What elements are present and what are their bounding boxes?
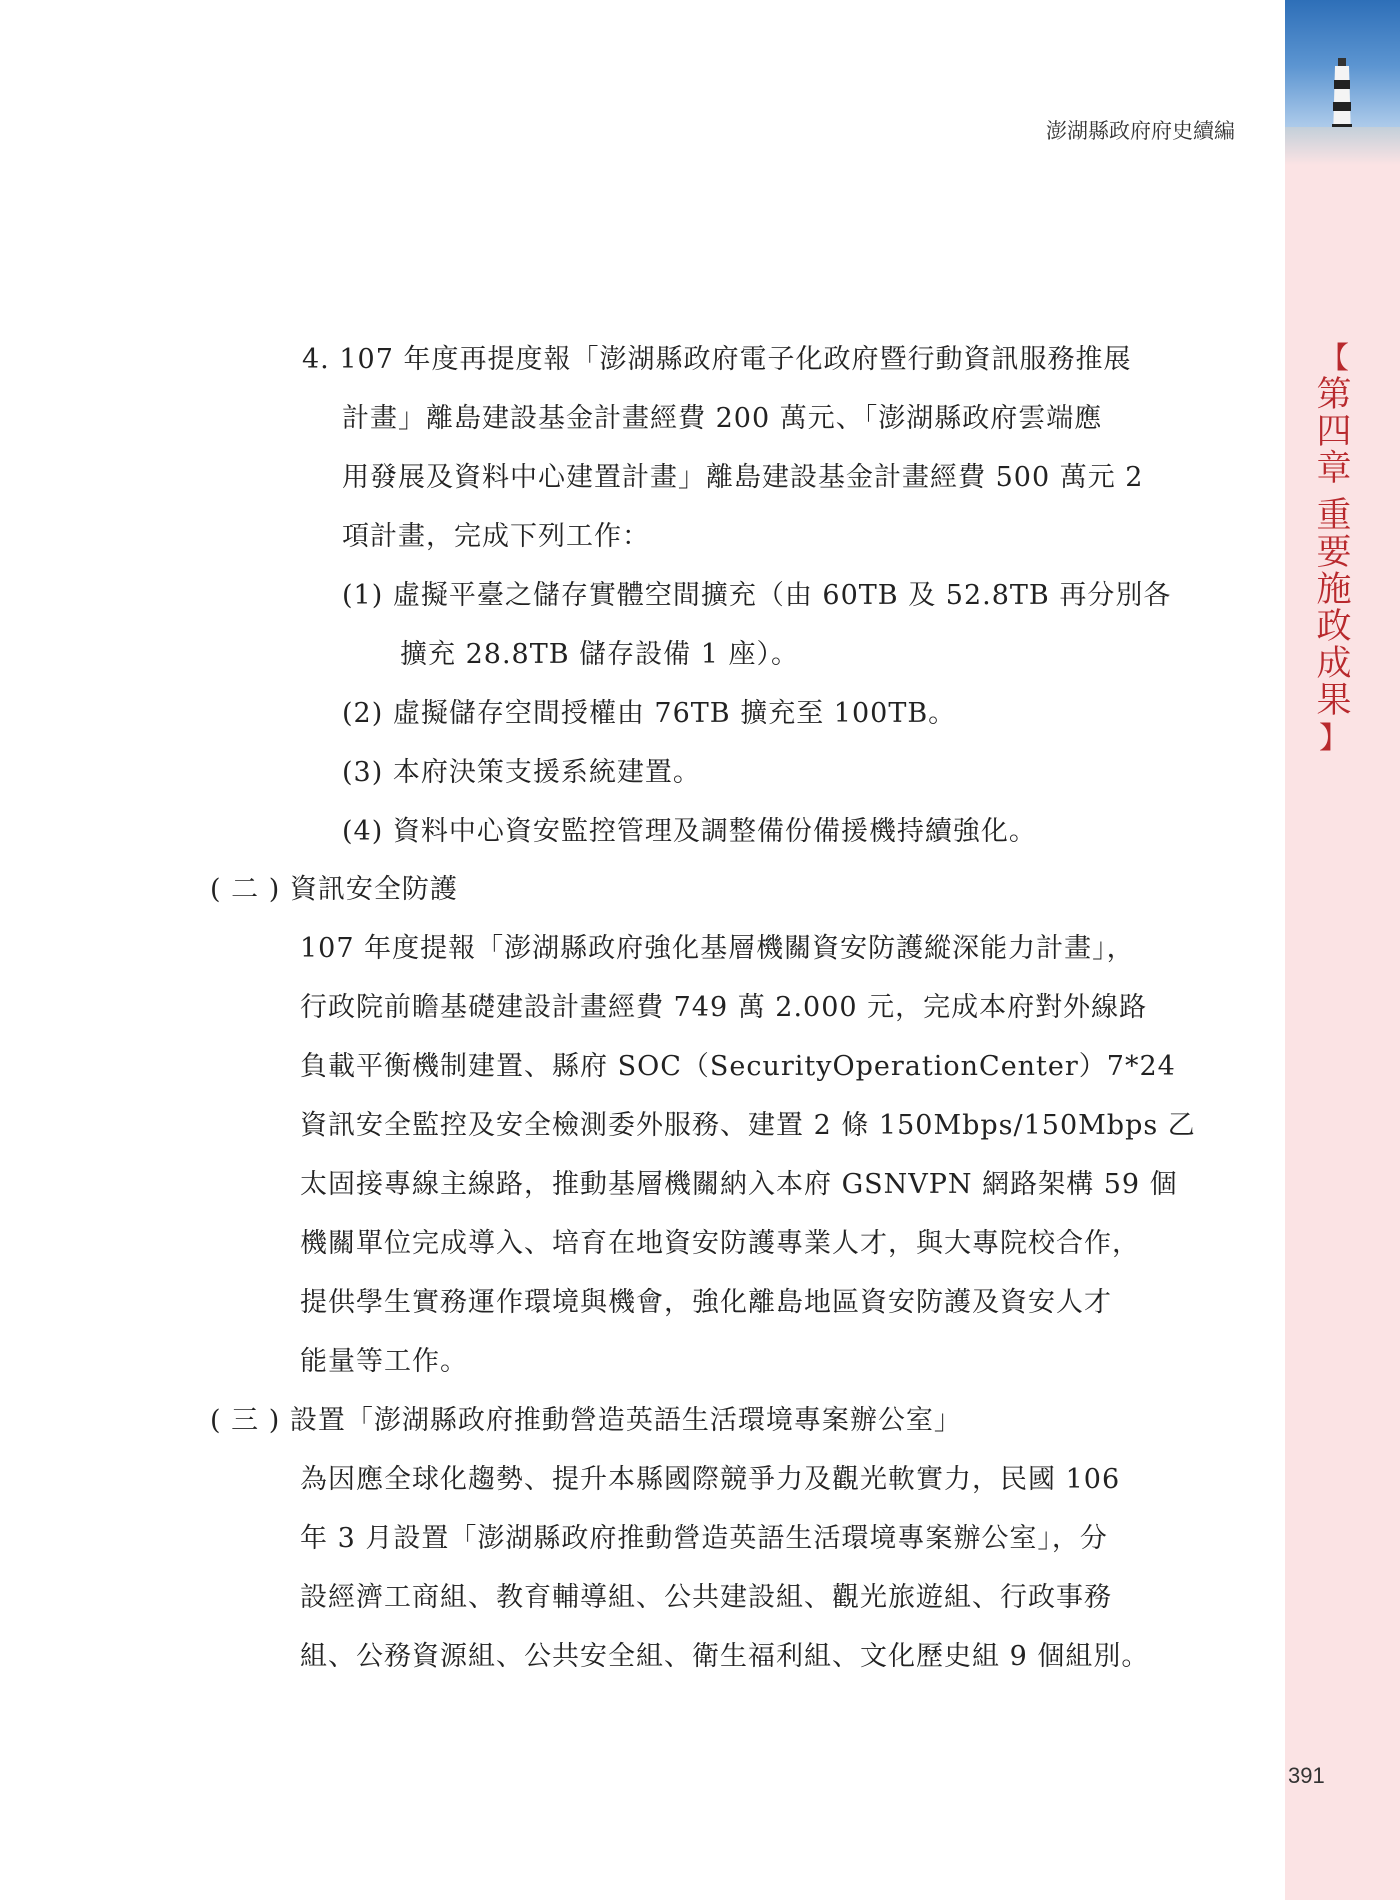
body-line: 提供學生實務運作環境與機會，強化離島地區資安防護及資安人才 — [300, 1287, 1112, 1318]
chapter-tab-char: 第 — [1316, 375, 1352, 415]
body-line: (1) 虛擬平臺之儲存實體空間擴充（由 60TB 及 52.8TB 再分別各 — [342, 580, 1172, 611]
body-line: 107 年度提報「澎湖縣政府強化基層機關資安防護縱深能力計畫」， — [300, 933, 1135, 964]
body-line: 設經濟工商組、教育輔導組、公共建設組、觀光旅遊組、行政事務 — [300, 1582, 1112, 1613]
chapter-tab-char: 【 — [1319, 341, 1349, 376]
chapter-tab-char: 四 — [1316, 412, 1352, 452]
chapter-tab-char: 章 — [1316, 449, 1352, 489]
chapter-tab-char: 成 — [1316, 644, 1352, 684]
body-line: 年 3 月設置「澎湖縣政府推動營造英語生活環境專案辦公室」，分 — [300, 1523, 1108, 1554]
chapter-tab-char: 果 — [1316, 681, 1352, 721]
body-line: 機關單位完成導入、培育在地資安防護專業人才，與大專院校合作， — [300, 1228, 1140, 1259]
page-number: 391 — [1288, 1763, 1325, 1788]
body-line: 擴充 28.8TB 儲存設備 1 座）。 — [400, 639, 799, 670]
chapter-tab-char: 】 — [1319, 721, 1349, 756]
chapter-tab-char: 重 — [1316, 496, 1352, 536]
chapter-tab-char: 施 — [1316, 570, 1352, 610]
body-line: 負載平衡機制建置、縣府 SOC（SecurityOperationCenter）7*24 — [300, 1051, 1176, 1082]
body-line: 項計畫，完成下列工作： — [342, 521, 650, 552]
body-line: 行政院前瞻基礎建設計畫經費 749 萬 2.000 元，完成本府對外線路 — [300, 992, 1148, 1023]
body-line: 為因應全球化趨勢、提升本縣國際競爭力及觀光軟實力，民國 106 — [300, 1464, 1121, 1495]
chapter-tab — [1312, 340, 1356, 757]
body-line: 用發展及資料中心建置計畫」離島建設基金計畫經費 500 萬元 2 — [342, 462, 1144, 493]
body-line: 組、公務資源組、公共安全組、衛生福利組、文化歷史組 9 個組別。 — [300, 1641, 1150, 1672]
body-line: 能量等工作。 — [300, 1346, 468, 1377]
chapter-tab-char: 要 — [1316, 533, 1352, 573]
body-line: 太固接專線主線路，推動基層機關納入本府 GSNVPN 網路架構 59 個 — [300, 1169, 1178, 1200]
body-line: 資訊安全監控及安全檢測委外服務、建置 2 條 150Mbps/150Mbps 乙 — [300, 1110, 1196, 1141]
lighthouse-photo — [1285, 0, 1400, 165]
body-line: (4) 資料中心資安監控管理及調整備份備援機持續強化。 — [342, 816, 1037, 847]
body-line: 計畫」離島建設基金計畫經費 200 萬元、「澎湖縣政府雲端應 — [342, 403, 1103, 434]
section-heading: ( 三 ) 設置「澎湖縣政府推動營造英語生活環境專案辦公室」 — [210, 1405, 962, 1436]
running-head: 澎湖縣政府府史續編 — [1046, 119, 1235, 143]
section-heading: ( 二 ) 資訊安全防護 — [210, 874, 458, 905]
body-line: 4. 107 年度再提度報「澎湖縣政府電子化政府暨行動資訊服務推展 — [302, 344, 1132, 375]
body-line: (2) 虛擬儲存空間授權由 76TB 擴充至 100TB。 — [342, 698, 957, 729]
chapter-tab-char: 政 — [1316, 607, 1352, 647]
chapter-sidebar — [1285, 0, 1400, 1900]
ground-strip — [1285, 127, 1400, 165]
body-line: (3) 本府決策支援系統建置。 — [342, 757, 701, 788]
